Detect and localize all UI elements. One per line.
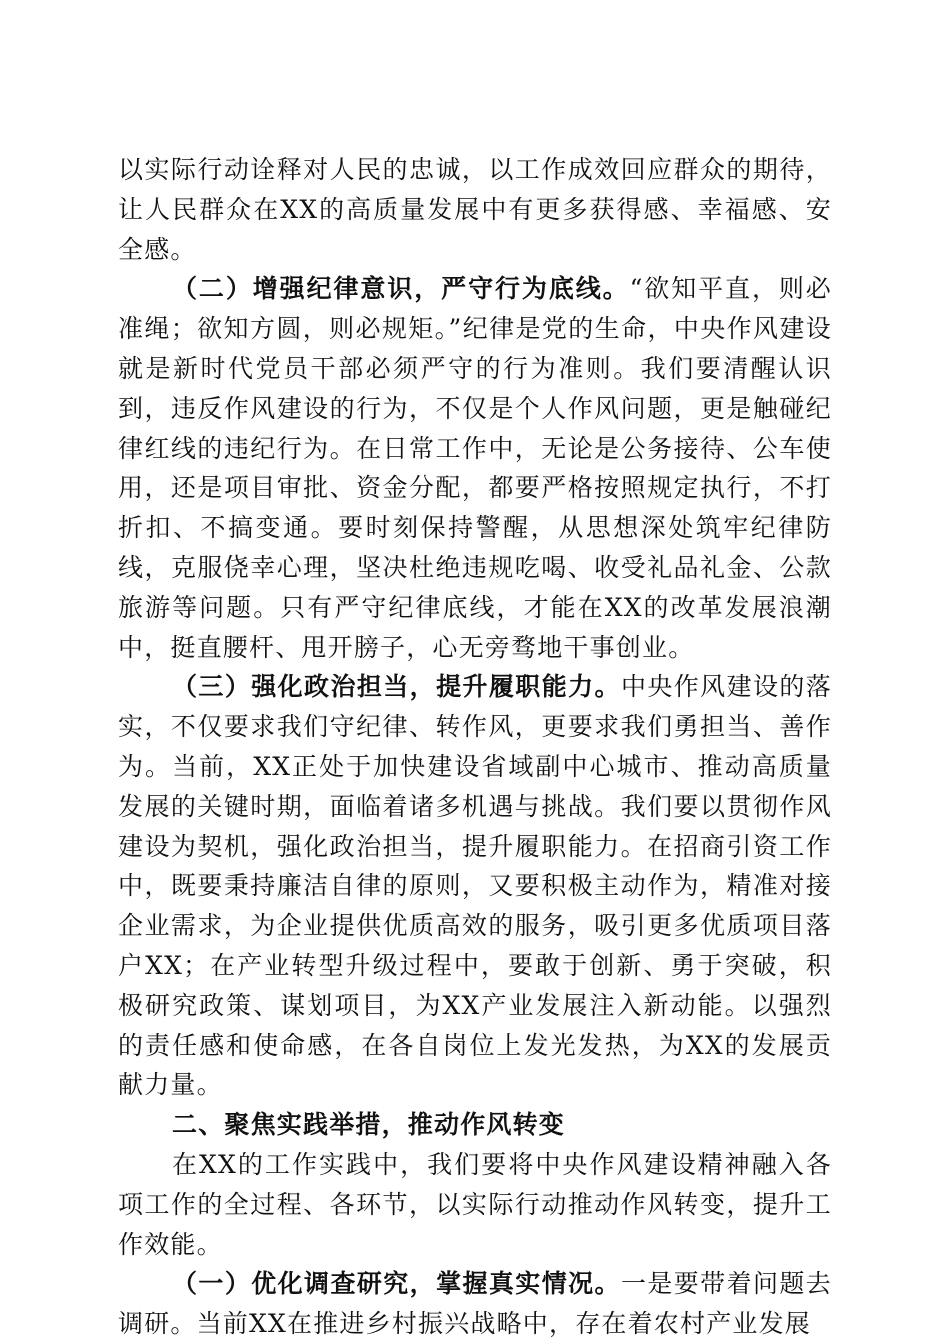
paragraph-political-responsibility xyxy=(118,667,832,1105)
paragraph-lead: （一）优化调查研究，掌握真实情况。 xyxy=(172,1269,621,1299)
paragraph-research xyxy=(118,1264,832,1344)
paragraph-continuation xyxy=(118,150,832,269)
paragraph-text: 在XX的工作实践中，我们要将中央作风建设精神融入各项工作的全过程、各环节，以实际行动推动作风转变，提升工作效能。 xyxy=(118,1149,832,1259)
section-heading: 二、聚焦实践举措，推动作风转变 xyxy=(172,1110,566,1140)
paragraph-text: 一是要带着问题去调研。当前XX在推进乡村振兴战略中，存在着农村产业发展 xyxy=(118,1269,832,1339)
paragraph-text: 以实际行动诠释对人民的忠诚，以工作成效回应群众的期待，让人民群众在XX的高质量发展中有更多获得感、幸福感、安全感。 xyxy=(118,155,832,264)
document-body xyxy=(118,150,832,1344)
paragraph-text: “欲知平直，则必准绳；欲知方圆，则必规矩。”纪律是党的生命，中央作风建设就是新时代党员干部必须严守的行为准则。我们要清醒认识到，违反作风建设的行为，不仅是个人作风问题，更是触碰纪律红线的违纪行为。在日常工作中，无论是公务接待、公车使用，还是项目审批、资金分配，都要严格按照规定执行，不打折扣、不搞变通。要时刻保持警醒，从思想深处筑牢纪律防线，克服侥幸心理，坚决杜绝违规吃喝、收受礼品礼金、公款旅游等问题。只有严守纪律底线，才能在XX的改革发展浪潮中，挺直腰杆、甩开膀子，心无旁骛地干事创业。 xyxy=(118,274,832,662)
paragraph-practice-intro xyxy=(118,1145,832,1264)
paragraph-discipline xyxy=(118,269,832,667)
paragraph-text: 中央作风建设的落实，不仅要求我们守纪律、转作风，更要求我们勇担当、善作为。当前，XX正处于加快建设省域副中心城市、推动高质量发展的关键时期，面临着诸多机遇与挑战。我们要以贯彻作风建设为契机，强化政治担当，提升履职能力。在招商引资工作中，既要秉持廉洁自律的原则，又要积极主动作为，精准对接企业需求，为企业提供优质高效的服务，吸引更多优质项目落户XX；在产业转型升级过程中，要敢于创新、勇于突破，积极研究政策、谋划项目，为XX产业发展注入新动能。以强烈的责任感和使命感，在各自岗位上发光发热，为XX的发展贡献力量。 xyxy=(118,672,832,1100)
paragraph-lead: （三）强化政治担当，提升履职能力。 xyxy=(172,672,621,702)
paragraph-lead: （二）增强纪律意识，严守行为底线。 xyxy=(172,274,630,304)
